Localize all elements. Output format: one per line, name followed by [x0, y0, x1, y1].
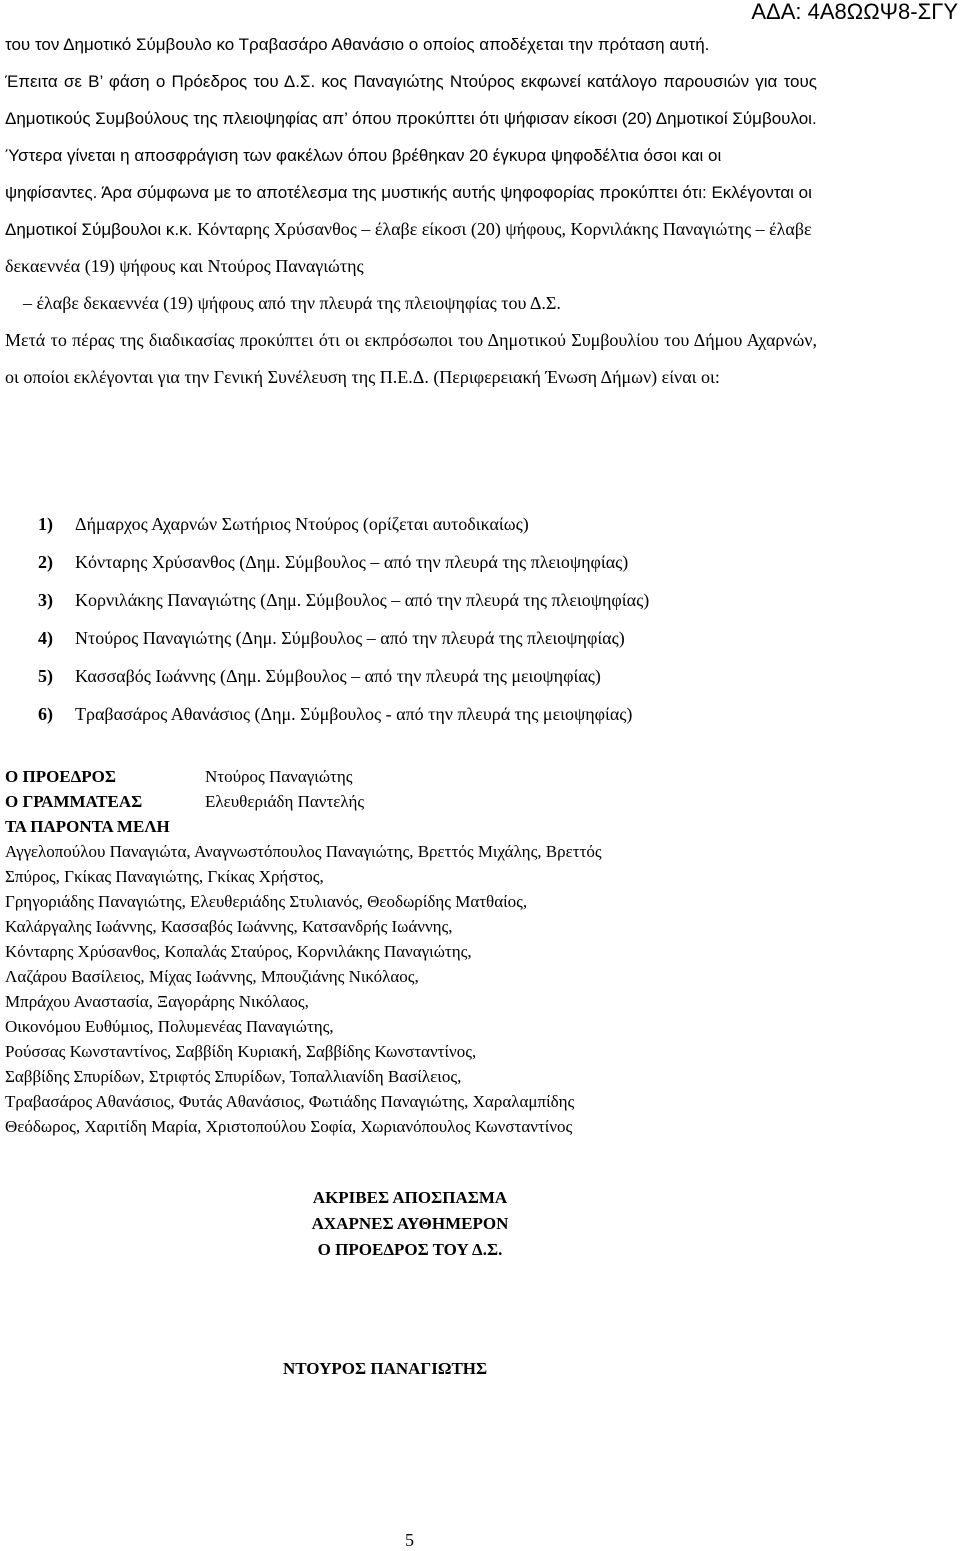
representatives-list — [38, 505, 649, 733]
ada-code: ΑΔΑ: 4Α8ΩΩΨ8-ΣΓΥ — [751, 0, 958, 24]
page-number: 5 — [405, 1530, 414, 1550]
members-line: Θεόδωρος, Χαριτίδη Μαρία, Χριστοπούλου Σοφία, Χωριανόπουλος Κωνσταντίνος — [5, 1117, 573, 1136]
paragraph-acceptance: του τον Δημοτικό Σύμβουλο κο Τραβασάρο Αθανάσιο ο οποίος αποδέχεται την πρόταση αυτή. — [5, 35, 710, 54]
members-line: Αγγελοπούλου Παναγιώτα, Αναγνωστόπουλος Παναγιώτης, Βρεττός Μιχάλης, Βρεττός — [5, 842, 602, 861]
list-item: 3) Κορνιλάκης Παναγιώτης (Δημ. Σύμβουλος – από την πλευρά της πλειοψηφίας) — [38, 590, 650, 610]
members-line: Τραβασάρος Αθανάσιος, Φυτάς Αθανάσιος, Φωτιάδης Παναγιώτης, Χαραλαμπίδης — [5, 1092, 575, 1111]
list-item: 1) Δήμαρχος Αχαρνών Σωτήριος Ντούρος (ορίζεται αυτοδικαίως) — [38, 514, 529, 534]
members-line: Λαζάρου Βασίλειος, Μίχας Ιωάννης, Μπουζιάνης Νικόλαος, — [5, 967, 419, 986]
minutes-body — [5, 26, 817, 396]
secretary-name: Ελευθεριάδη Παντελής — [205, 792, 365, 811]
members-line: Μπράχου Αναστασία, Ξαγοράρης Νικόλαος, — [5, 992, 309, 1011]
list-item: 6) Τραβασάρος Αθανάσιος (Δημ. Σύμβουλος - από την πλευρά της μειοψηφίας) — [38, 704, 633, 724]
paragraph-vote-results-end: – έλαβε δεκαεννέα (19) ψήφους από την πλευρά της πλειοψηφίας του Δ.Σ. — [23, 293, 561, 313]
members-line: Σπύρος, Γκίκας Παναγιώτης, Γκίκας Χρήστος, — [5, 867, 324, 886]
members-list — [5, 839, 602, 1139]
signatures-block — [5, 764, 602, 1139]
closing-block — [0, 1185, 820, 1263]
president-row — [5, 764, 602, 789]
members-line: Οικονόμου Ευθύμιος, Πολυμενέας Παναγιώτης, — [5, 1017, 334, 1036]
members-line: Καλάργαλης Ιωάννης, Κασσαβός Ιωάννης, Κατσανδρής Ιωάννης, — [5, 917, 453, 936]
members-label: ΤΑ ΠΑΡΟΝΤΑ ΜΕΛΗ — [5, 817, 170, 836]
paragraph-representatives-intro: Μετά το πέρας της διαδικασίας προκύπτει ότι οι εκπρόσωποι του Δημοτικού Συμβουλίου του Δήμου Αχαρνών, οι οποίοι εκλέγονται για την Γενική Συνέλευση της Π.Ε.Δ. (Περιφερειακή Ένωση Δήμων) είναι οι: — [5, 330, 817, 387]
members-line: Κόνταρης Χρύσανθος, Κοπαλάς Σταύρος, Κορνιλάκης Παναγιώτης, — [5, 942, 472, 961]
closing-line-title: Ο ΠΡΟΕΔΡΟΣ ΤΟΥ Δ.Σ. — [317, 1240, 503, 1259]
members-line: Ρούσσας Κωνσταντίνος, Σαββίδη Κυριακή, Σαββίδης Κωνσταντίνος, — [5, 1042, 477, 1061]
closing-signatory-name: ΝΤΟΥΡΟΣ ΠΑΝΑΓΙΩΤΗΣ — [283, 1359, 488, 1378]
members-line: Σαββίδης Σπυρίδων, Στριφτός Σπυρίδων, Τοπαλλιανίδη Βασίλειος, — [5, 1067, 462, 1086]
paragraph-roll-call: Έπειτα σε Β’ φάση ο Πρόεδρος του Δ.Σ. κος Παναγιώτης Ντούρος εκφωνεί κατάλογο παρουσιών για τους Δημοτικούς Συμβούλους της πλειοψηφίας απ’ όπου προκύπτει ότι ψήφισαν είκοσι (20) Δημοτικοί Σύμβουλοι. — [5, 72, 817, 128]
list-item: 4) Ντούρος Παναγιώτης (Δημ. Σύμβουλος – από την πλευρά της πλειοψηφίας) — [38, 628, 625, 648]
secretary-row — [5, 789, 602, 814]
paragraph-unsealing: Ύστερα γίνεται η αποσφράγιση των φακέλων όπου βρέθηκαν 20 έγκυρα ψηφοδέλτια όσοι και οι ψηφίσαντες. Άρα σύμφωνα με το αποτέλεσμα της μυστικής αυτής ψηφοφορίας προκύπτει ότι: Εκλέγονται οι Δημοτικοί Σύμβουλοι κ.κ. — [5, 146, 812, 239]
closing-line-place: ΑΧΑΡΝΕΣ ΑΥΘΗΜΕΡΟΝ — [311, 1214, 509, 1233]
list-item: 2) Κόνταρης Χρύσανθος (Δημ. Σύμβουλος – από την πλευρά της πλειοψηφίας) — [38, 552, 629, 572]
members-line: Γρηγοριάδης Παναγιώτης, Ελευθεριάδης Στυλιανός, Θεοδωρίδης Ματθαίος, — [5, 892, 528, 911]
closing-line-extract: ΑΚΡΙΒΕΣ ΑΠΟΣΠΑΣΜΑ — [312, 1188, 508, 1207]
list-item: 5) Κασσαβός Ιωάννης (Δημ. Σύμβουλος – από την πλευρά της μειοψηφίας) — [38, 666, 601, 686]
paragraph-vote-results: Κόνταρης Χρύσανθος – έλαβε είκοσι (20) ψήφους, Κορνιλάκης Παναγιώτης – έλαβε δεκαεννέα (19) ψήφους και Ντούρος Παναγιώτης — [5, 219, 812, 276]
members-label-row — [5, 814, 602, 839]
secretary-label: Ο ΓΡΑΜΜΑΤΕΑΣ — [5, 792, 143, 811]
president-label: Ο ΠΡΟΕΔΡΟΣ — [5, 767, 117, 786]
president-name: Ντούρος Παναγιώτης — [205, 767, 353, 786]
